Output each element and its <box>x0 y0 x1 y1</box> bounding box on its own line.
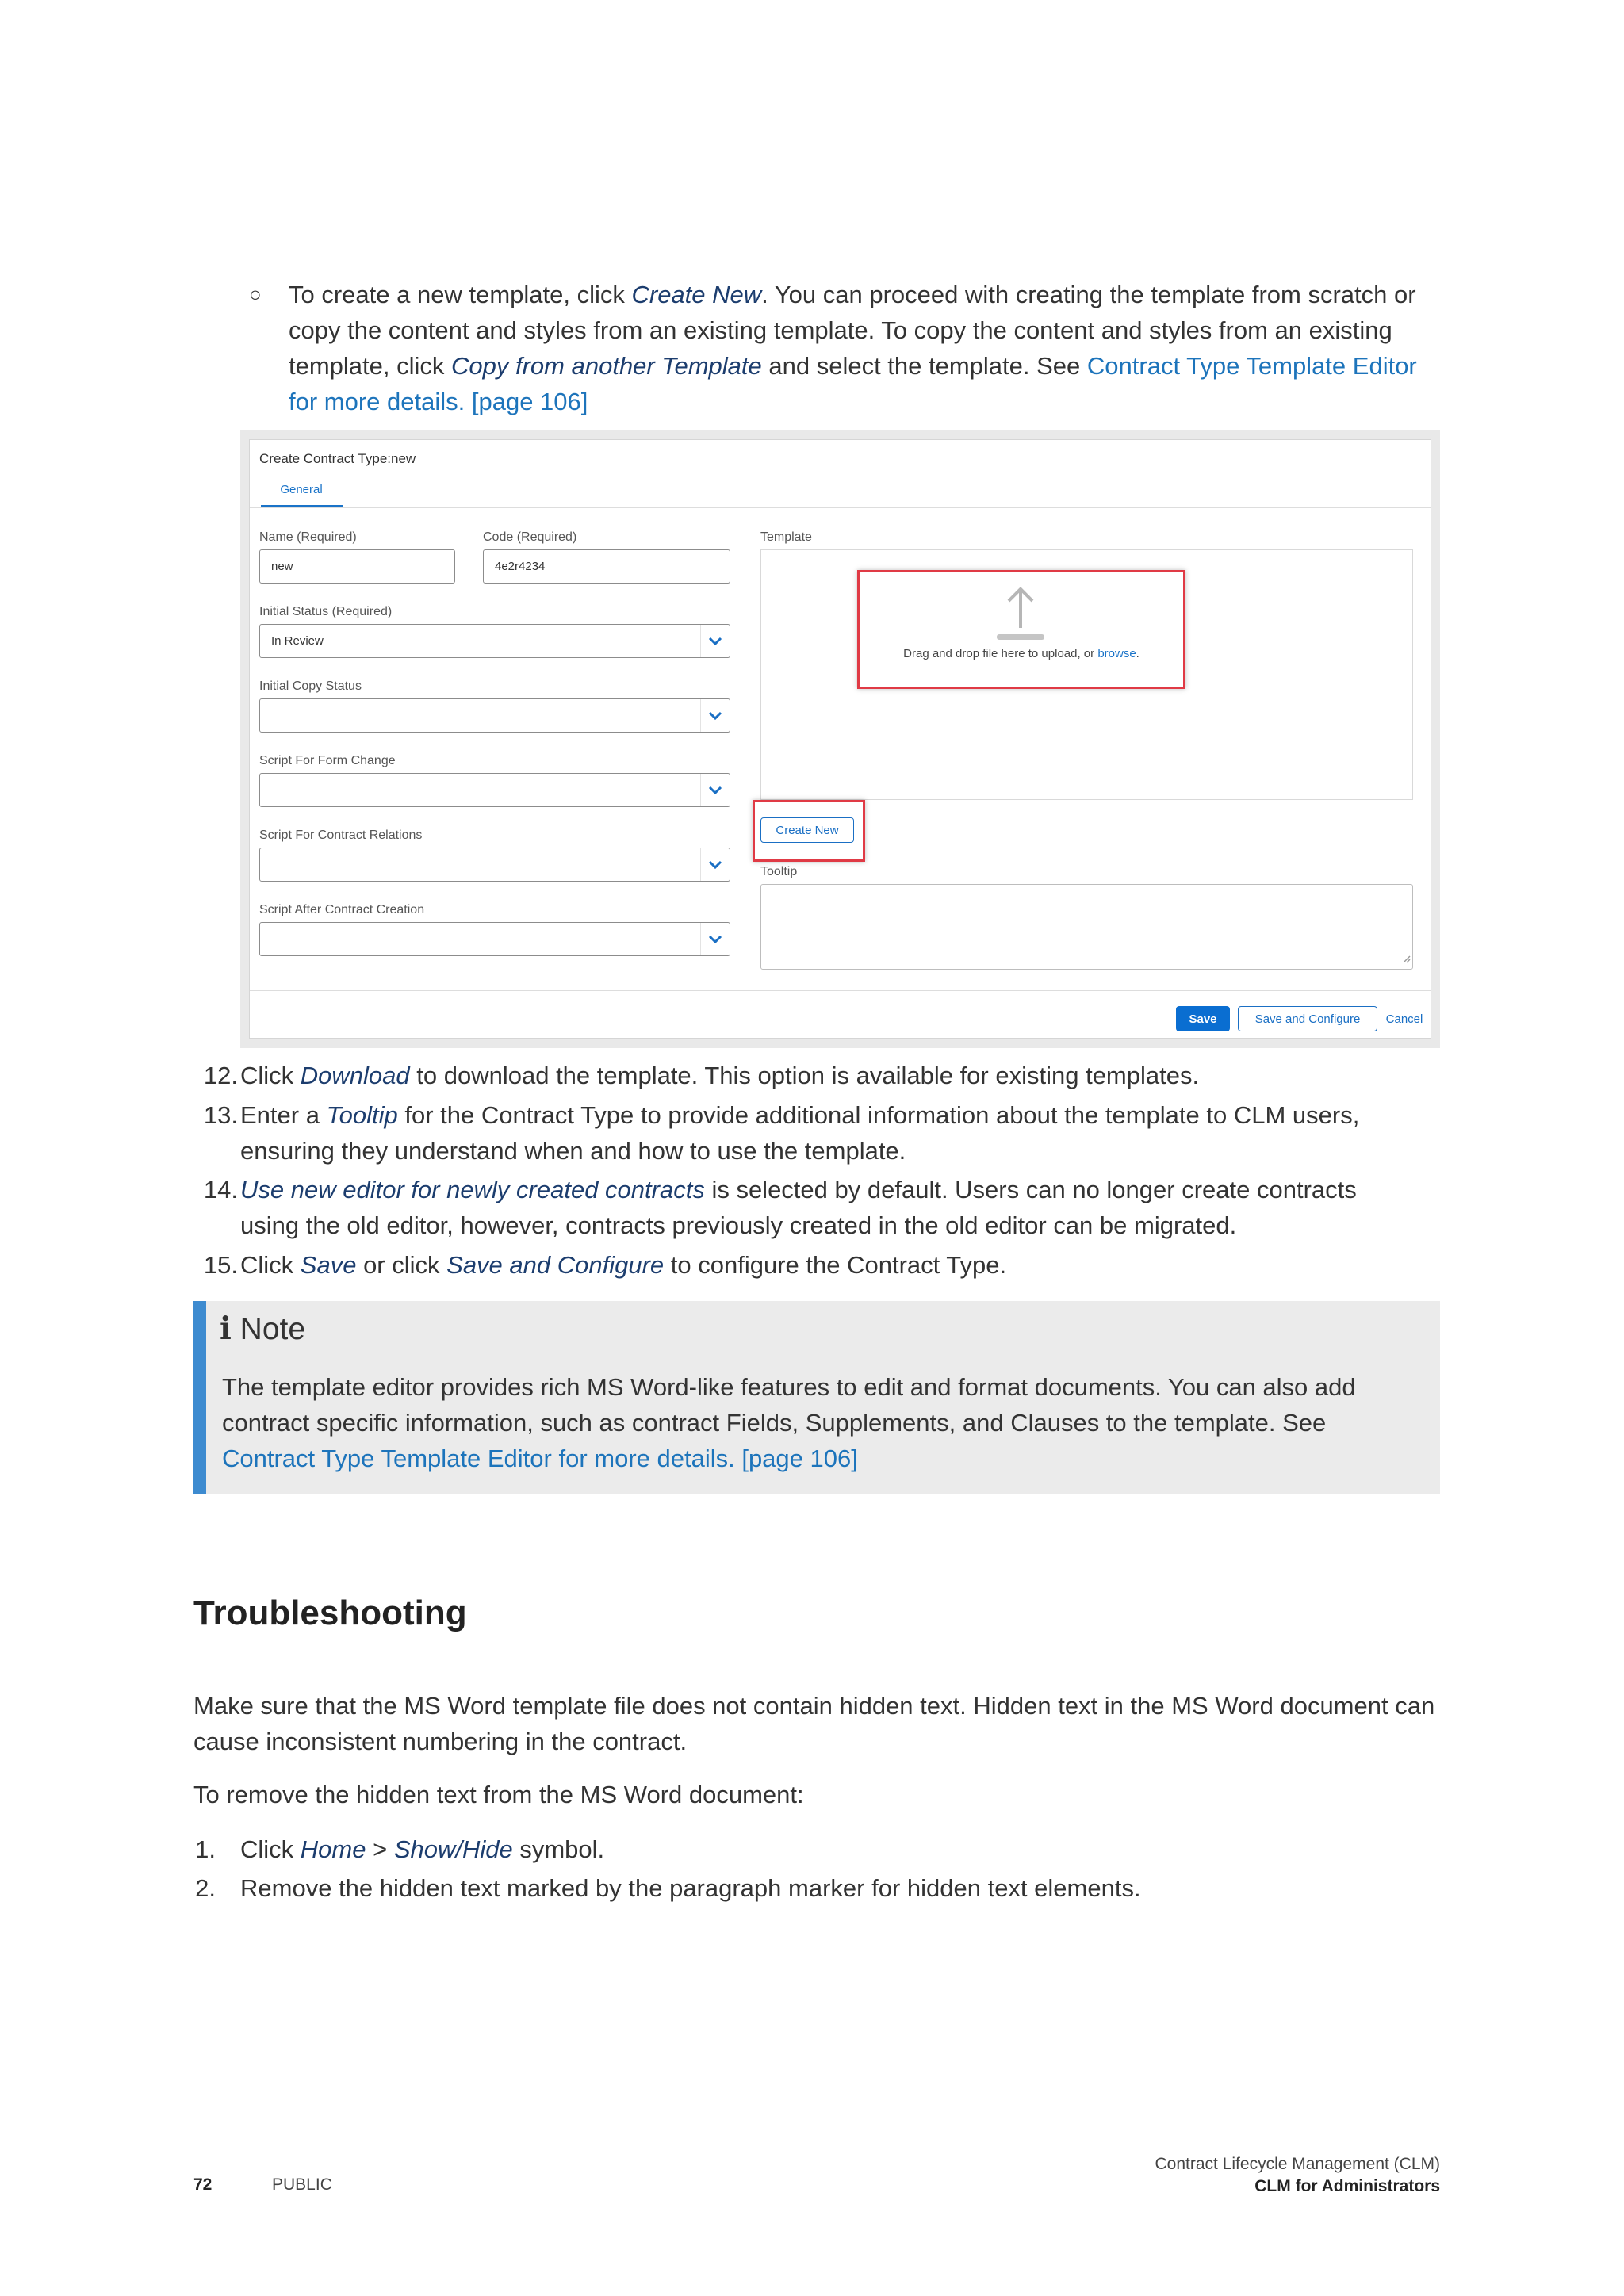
section-title: CLM for Administrators <box>1254 2177 1440 2195</box>
text: > <box>366 1835 394 1863</box>
screenshot-figure <box>240 430 1440 1048</box>
initial-status-select[interactable] <box>259 624 730 658</box>
name-label: Name (Required) <box>259 530 357 544</box>
bullet-marker: ○ <box>249 282 262 306</box>
ui-term: Save and Configure <box>446 1251 665 1279</box>
ui-term: Copy from another Template <box>451 352 762 380</box>
upload-arrow-icon <box>994 584 1047 645</box>
script-after-creation-label: Script After Contract Creation <box>259 903 425 916</box>
section-heading: Troubleshooting <box>193 1594 467 1632</box>
chevron-down-icon[interactable] <box>700 774 730 806</box>
ui-term: Use new editor for newly created contracts <box>240 1176 705 1203</box>
text: Enter a <box>240 1101 327 1129</box>
name-input[interactable]: new <box>259 549 455 584</box>
text: to configure the Contract Type. <box>664 1251 1007 1279</box>
tab-general[interactable]: General <box>280 483 323 496</box>
upload-text: Drag and drop file here to upload, or <box>903 647 1098 660</box>
initial-copy-status-select[interactable] <box>259 698 730 733</box>
step-item <box>240 1870 1422 1906</box>
step-item <box>240 1097 1422 1169</box>
paragraph: To remove the hidden text from the MS Word document: <box>193 1781 804 1808</box>
chevron-down-icon[interactable] <box>700 923 730 955</box>
step-item <box>240 1058 1422 1093</box>
note-body <box>222 1369 1411 1476</box>
step-number: 14. <box>203 1176 238 1203</box>
text: and select the template. See <box>761 352 1087 380</box>
script-contract-relations-select[interactable] <box>259 848 730 882</box>
text: to download the template. This option is available for existing templates. <box>409 1062 1200 1089</box>
note-header <box>220 1309 305 1349</box>
script-form-change-select[interactable] <box>259 773 730 807</box>
upload-highlight-box <box>857 570 1185 689</box>
step-number: 1. <box>195 1835 216 1863</box>
note-box <box>193 1301 1440 1494</box>
chevron-down-icon[interactable] <box>700 699 730 732</box>
text: . You can proceed with creating the template from scratch or copy the content and styles from an existing template. To copy the content and styles from an existing template, click <box>289 281 1416 380</box>
tooltip-textarea[interactable] <box>760 884 1413 970</box>
step-item <box>240 1831 1422 1867</box>
code-label: Code (Required) <box>483 530 577 544</box>
initial-copy-status-label: Initial Copy Status <box>259 679 362 693</box>
text: symbol. <box>512 1835 605 1863</box>
cross-reference-link[interactable]: Contract Type Template Editor for more details. [page 106] <box>289 352 1417 415</box>
step-number: 15. <box>203 1251 238 1279</box>
script-after-creation-select[interactable] <box>259 922 730 956</box>
cross-reference-link[interactable]: Contract Type Template Editor for more details. [page 106] <box>222 1445 858 1472</box>
text: for the Contract Type to provide additional information about the template to CLM users, ensuring they understand when and how to use the template. <box>240 1101 1360 1165</box>
text: is selected by default. Users can no longer create contracts using the old editor, however, contracts previously created in the old editor can be migrated. <box>240 1176 1357 1239</box>
code-input[interactable]: 4e2r4234 <box>483 549 730 584</box>
step-number: 2. <box>195 1874 216 1902</box>
note-text: The template editor provides rich MS Word-like features to edit and format documents. You can also add contract specific information, such as contract Fields, Supplements, and Clauses to the template. See <box>222 1373 1356 1437</box>
step-item <box>240 1247 1422 1283</box>
template-label: Template <box>760 530 812 544</box>
tab-divider <box>250 507 1431 508</box>
text: To create a new template, click <box>289 281 632 308</box>
save-button[interactable]: Save <box>1176 1006 1230 1031</box>
create-contract-type-dialog <box>249 439 1431 1039</box>
initial-status-value: In Review <box>271 634 324 648</box>
step-number: 13. <box>203 1101 238 1129</box>
ui-term: Home <box>300 1835 366 1863</box>
footer-divider <box>250 990 1431 991</box>
chevron-down-icon[interactable] <box>700 625 730 657</box>
upload-instruction <box>860 647 1183 660</box>
text: or click <box>356 1251 447 1279</box>
classification-label: PUBLIC <box>272 2175 332 2194</box>
text: Click <box>240 1062 301 1089</box>
ui-term: Save <box>300 1251 357 1279</box>
text: Click <box>240 1251 301 1279</box>
browse-link[interactable]: browse <box>1097 647 1136 660</box>
save-and-configure-button[interactable]: Save and Configure <box>1238 1006 1377 1031</box>
info-icon: i <box>220 1311 232 1347</box>
ui-term: Show/Hide <box>393 1835 513 1863</box>
text: Click <box>240 1835 301 1863</box>
note-accent-bar <box>193 1301 206 1494</box>
script-contract-relations-label: Script For Contract Relations <box>259 828 423 842</box>
script-form-change-label: Script For Form Change <box>259 754 396 767</box>
resize-handle-icon[interactable] <box>1401 953 1411 967</box>
document-title: Contract Lifecycle Management (CLM) <box>1155 2155 1440 2173</box>
text: Remove the hidden text marked by the paragraph marker for hidden text elements. <box>240 1874 1141 1902</box>
ui-term: Download <box>300 1062 410 1089</box>
page-number: 72 <box>193 2175 213 2194</box>
paragraph: Make sure that the MS Word template file does not contain hidden text. Hidden text in the MS Word document can cause inconsistent numbering in the contract. <box>193 1692 1435 1755</box>
note-title: Note <box>239 1312 306 1346</box>
step-number: 12. <box>203 1062 238 1089</box>
create-new-button[interactable]: Create New <box>760 817 854 843</box>
step-item <box>240 1172 1422 1243</box>
ui-term: Create New <box>631 281 762 308</box>
tooltip-label: Tooltip <box>760 865 798 878</box>
bullet-paragraph <box>289 277 1423 419</box>
initial-status-label: Initial Status (Required) <box>259 605 393 618</box>
cancel-button[interactable]: Cancel <box>1385 1012 1423 1026</box>
dialog-title: Create Contract Type:new <box>259 451 416 466</box>
upload-period: . <box>1136 647 1139 660</box>
chevron-down-icon[interactable] <box>700 848 730 881</box>
ui-term: Tooltip <box>326 1101 398 1129</box>
